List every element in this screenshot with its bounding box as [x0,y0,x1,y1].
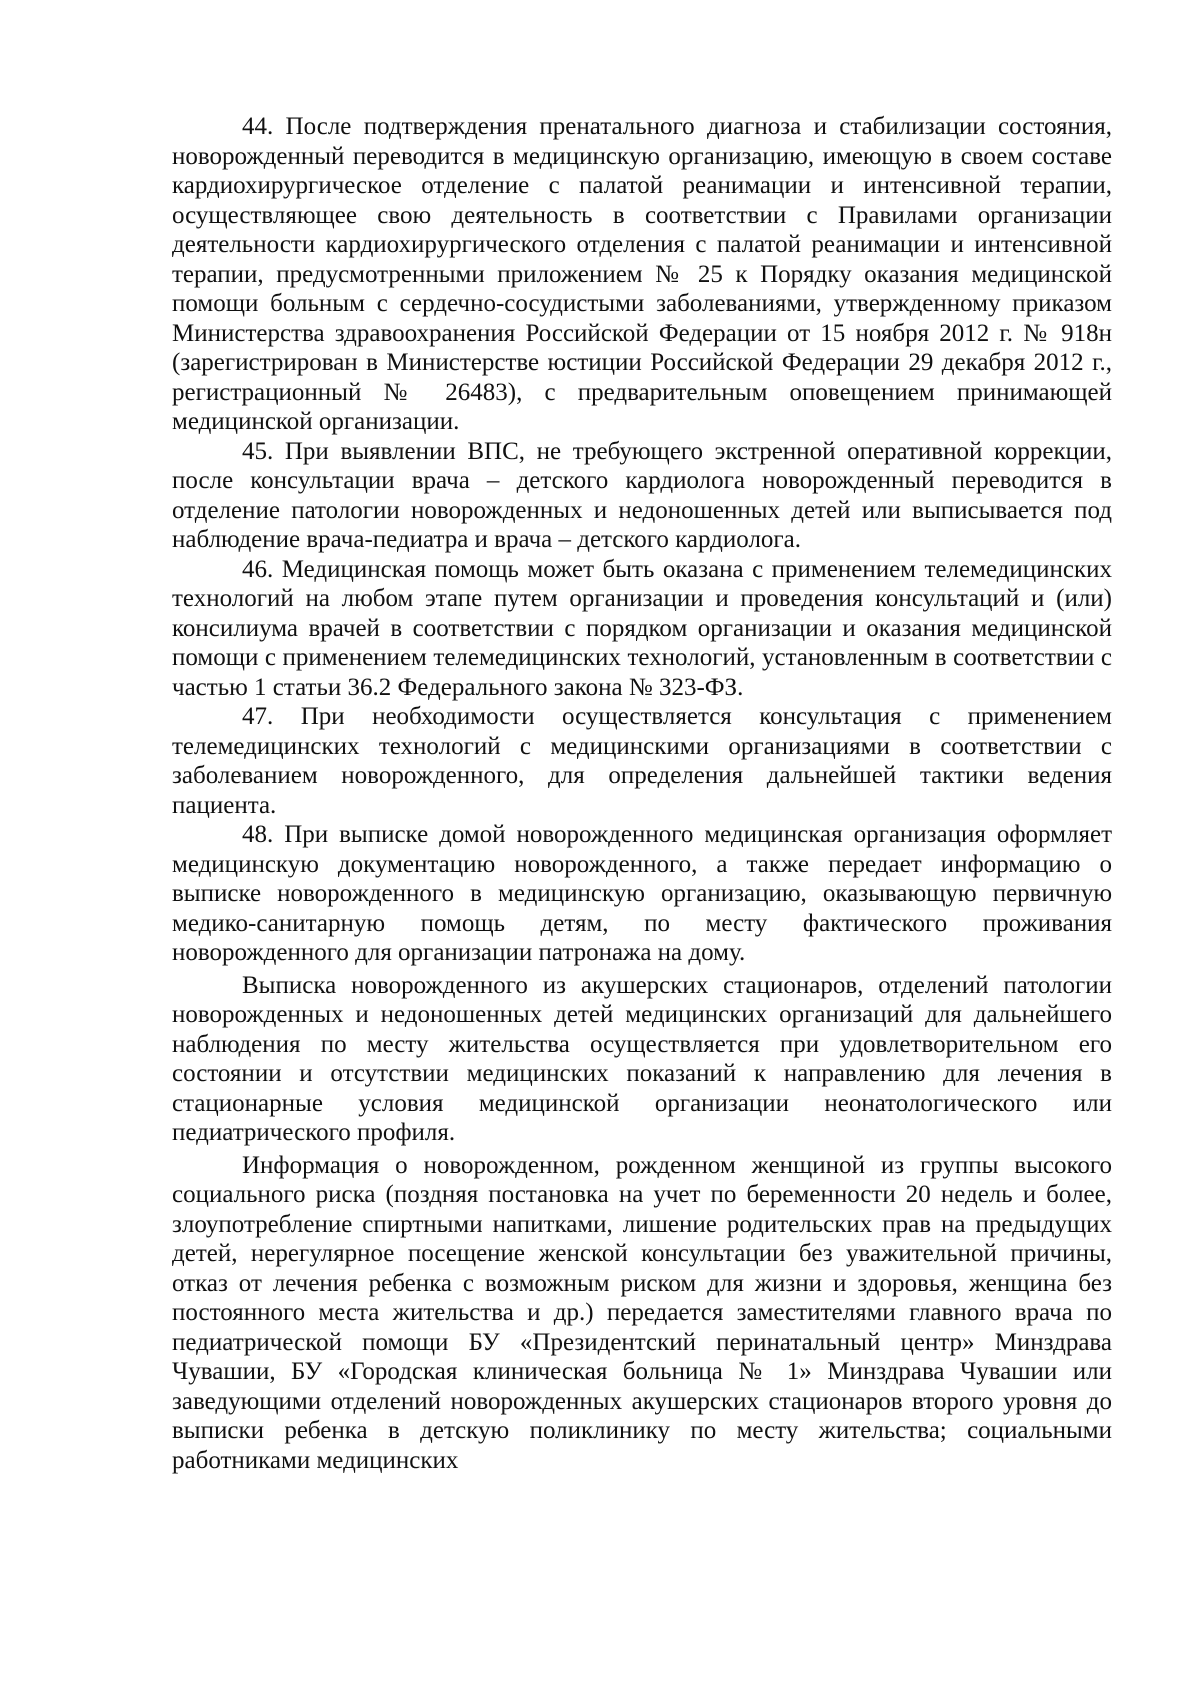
document-page [172,112,1112,1475]
paragraph-48: 48. При выписке домой новорожденного медицинская организация оформляет медицинскую документацию новорожденного, а также передает информацию о выписке новорожденного в медицинскую организацию, оказывающую первичную медико-санитарную помощь детям, по месту фактического проживания новорожденного для организации патронажа на дому. [172,821,1112,966]
paragraph-46: 46. Медицинская помощь может быть оказана с применением телемедицинских технологий на любом этапе путем организации и проведения консультаций и (или) консилиума врачей в соответствии с порядком организации и оказания медицинской помощи с применением телемедицинских технологий, установленным в соответствии с частью 1 статьи 36.2 Федерального закона № 323-ФЗ. [172,555,1112,701]
paragraph-47: 47. При необходимости осуществляется консультация с применением телемедицинских технологий с медицинскими организациями в соответствии с заболеванием новорожденного, для определения дальнейшей тактики ведения пациента. [172,703,1112,819]
paragraph-45: 45. При выявлении ВПС, не требующего экстренной оперативной коррекции, после консультации врача – детского кардиолога новорожденный переводится в отделение патологии новорожденных и недоношенных детей или выписывается под наблюдение врача-педиатра и врача – детского кардиолога. [172,437,1112,553]
paragraph-discharge: Выписка новорожденного из акушерских стационаров, отделений патологии новорожденных и недоношенных детей медицинских организаций для дальнейшего наблюдения по месту жительства осуществляется при удовлетворительном его состоянии и отсутствии медицинских показаний к направлению для лечения в стационарные условия медицинской организации неонатологического или педиатрического профиля. [172,971,1112,1146]
paragraph-44: 44. После подтверждения пренатального диагноза и стабилизации состояния, новорожденный переводится в медицинскую организацию, имеющую в своем составе кардиохирургическое отделение с палатой реанимации и интенсивной терапии, осуществляющее свою деятельность в соответствии с Правилами организации деятельности кардиохирургического отделения с палатой реанимации и интенсивной терапии, предусмотренными приложением № 25 к Порядку оказания медицинской помощи больным с сердечно-сосудистыми заболеваниями, утвержденному приказом Министерства здравоохранения Российской Федерации от 15 ноября 2012 г. № 918н (зарегистрирован в Министерстве юстиции Российской Федерации 29 декабря 2012 г., регистрационный № 26483), с предварительным оповещением принимающей медицинской организации. [172,113,1112,435]
paragraph-high-risk-info: Информация о новорожденном, рожденном женщиной из группы высокого социального риска (поздняя постановка на учет по беременности 20 недель и более, злоупотребление спиртными напитками, лишение родительских прав на предыдущих детей, нерегулярное посещение женской консультации без уважительной причины, отказ от лечения ребенка с возможным риском для жизни и здоровья, женщина без постоянного места жительства и др.) передается заместителями главного врача по педиатрической помощи БУ «Президентский перинатальный центр» Минздрава Чувашии, БУ «Городская клиническая больница № 1» Минздрава Чувашии или заведующими отделений новорожденных акушерских стационаров второго уровня до выписки ребенка в детскую поликлинику по месту жительства; социальными работниками медицинских [172,1151,1112,1474]
